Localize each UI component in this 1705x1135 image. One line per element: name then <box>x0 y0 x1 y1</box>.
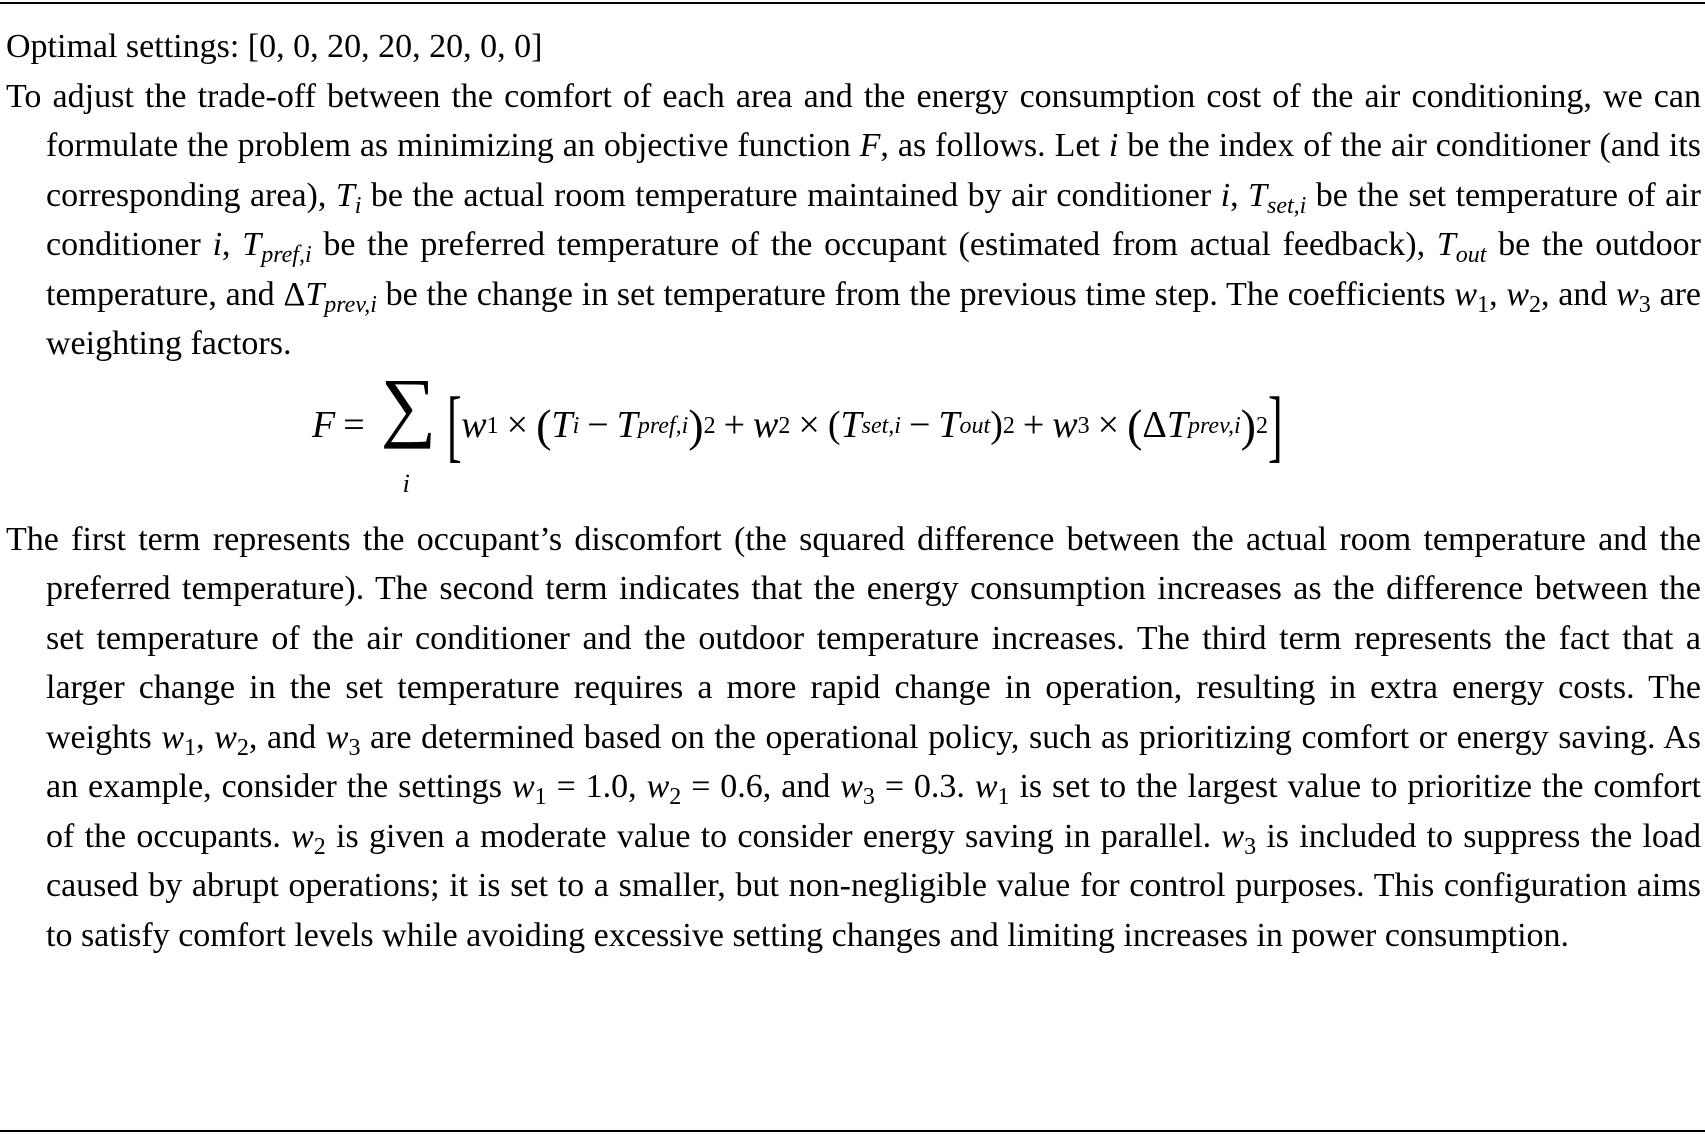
var-i: i <box>1108 127 1119 164</box>
var-F: F <box>859 127 881 164</box>
eq-lhs-F: F <box>312 403 336 446</box>
paragraph-term-explanation: The first term represents the occupant’s discomfort (the squared difference between the actual room temperature and the preferred temperature). The second term indicates that the energy consumption increases as the difference between the set temperature of the air conditioner and the outdoor temperature increases. The third term represents the fact that a larger change in the set temperature requires a more rapid change in operation, resulting in extra energy costs. The weights $w_1$, $w_2$, and $w_3$ are determined based on the operational policy, such as prioritizing comfort or energy saving. As an example, consider the settings $w_1 = 1.0$, $w_2 = 0.6$, and $w_3 = 0.3$. $w_1$ is set to the largest value to prioritize the comfort of the occupants. $w_2$ is given a moderate value to consider energy saving in parallel. $w_3$ is included to suppress the load caused by abrupt operations; it is set to a smaller, but non-negligible value for control purposes. This configuration aims to satisfy comfort levels while avoiding excessive setting changes and limiting increases in power consumption. <box>6 520 1702 954</box>
paragraph-objective-definition: To adjust the trade-off between the comfort of each area and the energy consumption cost of the air conditioning, we can formulate the problem as minimizing an objective function F, as follows. Let i be the index of the air conditioner (and its corresponding area), $T_i$ be the actual room temperature maintained by air conditioner i, $T_{set,i}$ be the set temperature of air conditioner i, $T_{pref,i}$ be the preferred temperature of the occupant (estimated from actual feedback), $T_{out}$ be the outdoor temperature, and $\Delta T_{prev,i}$ be the change in set temperature from the previous time step. The coefficients $w_1$, $w_2$, and $w_3$ are weighting factors. <box>6 77 1702 362</box>
var-T-pref: T <box>242 226 262 263</box>
optimal-settings-text: Optimal settings: [0, 0, 20, 20, 20, 0, 0] <box>6 28 543 65</box>
document-body <box>6 22 1701 960</box>
var-T-i: T <box>335 176 355 214</box>
top-rule <box>0 2 1705 4</box>
bottom-rule <box>0 1130 1705 1132</box>
optimal-settings-line <box>6 22 1701 72</box>
var-T-out: T <box>1436 226 1456 263</box>
var-delta-T-prev: T <box>305 275 325 313</box>
objective-function-equation: F = ∑ i [ w 1 × ( T i − T pref,i ) 2 + w 2 × ( T set,i − T out ) 2 + w 3 × ( Δ T prev,i ) 2 ] <box>312 361 1283 498</box>
summation-symbol: ∑ i <box>380 361 437 498</box>
var-T-set: T <box>1248 176 1268 214</box>
